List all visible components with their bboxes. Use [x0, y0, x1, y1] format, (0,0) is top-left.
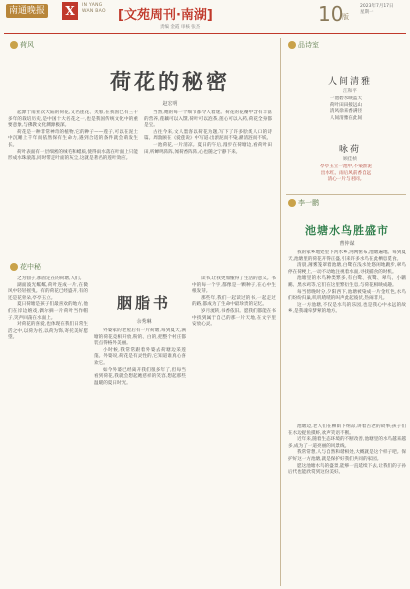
section-tag-label: 品诗室: [298, 41, 319, 49]
story-body-col-3: [192, 276, 276, 584]
poem-line: 清心一片与君同。: [327, 177, 365, 183]
poem-line: 人间清雅在此间: [329, 115, 363, 121]
poem-line: 清风徐来香满径: [329, 109, 363, 115]
section-tag-label: 荷风: [20, 41, 34, 49]
poem-body-1: [290, 96, 402, 136]
paragraph: 我的家乡地处里下河水乡,河网密布,池塘遍地。每到夏天,池塘里的荷花开得正盛,引来许多水鸟在此栖息觅食。: [288, 250, 406, 262]
page-number: 10: [318, 2, 344, 26]
ornament-icon: [288, 41, 296, 49]
ornament-icon: [10, 263, 18, 271]
paragraph: 那些年,我们一起读过的书,一起走过的路,都成为了生命中最珍贵的记忆。: [192, 295, 276, 308]
paragraph: 小时候,我常常跟着外婆去荷塘边采莲蓬。外婆说,荷花是有灵性的,它知道谁真心喜欢它。: [94, 347, 186, 366]
paragraph: 一池荷花,一片清凉。夏日的午后,漫步在荷塘边,看荷叶田田,听蝉鸣阵阵,闻荷香阵阵,心也随之宁静下来。: [144, 142, 272, 155]
article-author: 赵宏明: [162, 101, 178, 107]
section-tag-flower: [10, 262, 41, 272]
paragraph: 当然,她的每一个细节都令人着迷。荷花的花瓣中含有丰富的营养,莲藕可以入馔,荷叶可以泡茶,莲心可以入药,荷花全身都是宝。: [144, 110, 272, 129]
poem-line: 亭亭玉立一池中,不染淤泥: [320, 164, 372, 169]
article-body-col-1: [8, 110, 138, 262]
paragraph: 之为仙子,那固定在的荷塘,人们。: [17, 276, 85, 281]
essay-body-col-2: [288, 424, 406, 584]
paragraph: 清晨,薄雾笼罩着池塘,白鹭在浅水处悠闲地踱步,翠鸟停在荷梗上,一动不动地注视着水面,寻找捕食的时机。: [288, 263, 406, 275]
ornament-icon: [10, 41, 18, 49]
paragraph: 岁月流转,书香依旧。愿我们都能在书中找到属于自己的那一片天地,在文字里安放心灵。: [192, 308, 276, 328]
article-title-lotus-secret: 荷花的秘密: [110, 69, 230, 94]
poem-body-2: [290, 164, 402, 188]
paragraph: 古往今来,文人墨客以荷花为题,写下了许多脍炙人口的诗篇。周敦颐在《爱莲说》中写道:出淤泥而不染,濯清涟而不妖。: [144, 129, 272, 142]
paragraph: 夏日荷塘是孩子们最喜欢的地方,他们在岸边嬉戏,偶尔摘一片荷叶当作帽子,笑声回荡在水面上。: [8, 302, 88, 321]
paragraph: 我常常想,人与自然和谐相处,大概就是这个样子吧。保护好这一方池塘,就是保护好我们共同的家园。: [288, 450, 406, 462]
paragraph: 起源于南亚次大陆的荷花,又名莲花、芙蓉,在我国已有三千多年的栽培历史,是中国十大名花之一,也是我国传统文化中的重要意象,与佛教文化渊源极深。: [8, 110, 138, 129]
article-title-rouge-book: 胭脂书: [116, 294, 171, 312]
story-body-col-1: [8, 276, 88, 584]
essay-body-col-1: [288, 250, 406, 420]
paragraph: 每当傍晚时分,夕阳西下,池塘被染成一片金红色,水鸟们纷纷归巢,叽叽喳喳的叫声此起彼伏,热闹非凡。: [288, 289, 406, 302]
ornament-icon: [288, 199, 296, 207]
editor-credits: 责编 金霞 审核 张杰: [160, 25, 201, 30]
section-tag-essay: [288, 198, 319, 208]
page-version: 版: [342, 13, 349, 21]
masthead-rule: [4, 33, 406, 34]
poem-line: 出水红。雨后风前香自远: [320, 170, 372, 176]
section-tag-label: 李一鹏: [298, 199, 319, 207]
logo-x-mark: X: [62, 2, 78, 20]
date-line-2: 星期一: [360, 10, 374, 15]
article-body-col-2: [144, 110, 272, 262]
article-author: 余秀琳: [136, 319, 152, 325]
paragraph: 湖面波光粼粼,荷叶连成一片,在微风中轻轻摇曳。有的荷花已经盛开,有的还是花骨朵,亭亭玉立。: [8, 282, 88, 301]
column-divider: [280, 38, 281, 586]
paragraph: 池塘里的水鸟种类繁多,有白鹭、夜鹭、翠鸟、小䴙䴘、黑水鸡等,它们在这里繁衍生息,与荷花相映成趣。: [288, 276, 406, 288]
paragraph: 读书,让我更加懂得了生活的意义。书中的每一个字,都像是一颗种子,在心中生根发芽。: [192, 276, 276, 295]
pinyin-line-1: IN YANG: [82, 3, 103, 8]
paragraph: 近年来,随着生态环境的不断改善,池塘里的水鸟越来越多,成为了一道亮丽的风景线。: [288, 437, 406, 449]
newspaper-logo: 南通晚报: [6, 4, 48, 18]
paragraph: 如今外婆已经离开我们很多年了,但每当看到荷花,我就会想起她慈祥的笑容,想起那些温暖的夏日时光。: [94, 367, 186, 386]
section-divider: [286, 194, 406, 195]
poem-title-2: 咏荷: [338, 145, 361, 155]
poem-line: 荷叶田田接远山: [329, 102, 363, 108]
paragraph: 这一方池塘,不仅是水鸟的乐园,也是我心中永远的故乡,是我魂牵梦萦的地方。: [288, 302, 406, 315]
poem-line: 一池碧水映蓝天: [329, 96, 363, 101]
section-tag-lotus: [10, 40, 34, 50]
paragraph: 荷花是一种非常神奇的植物,它的种子——莲子,可以在泥土中沉睡上千年而依然保有生命力,遇到合适的条件就会萌发生长。: [8, 129, 138, 148]
date-line-1: 2023年7月17日: [360, 4, 394, 9]
section-title: [文苑周刊·南湖]: [118, 8, 213, 23]
pinyin-line-2: WAN BAO: [82, 9, 106, 14]
poem-author-1: 江和平: [343, 89, 357, 94]
paragraph: 荷叶表面有一层细密的绒毛和蜡质,使得雨水落在叶面上只能形成水珠滚落,同时带走叶面的灰尘,这就是著名的莲叶效应。: [8, 149, 138, 162]
publication-date: [360, 4, 406, 16]
paragraph: 对荷花的喜爱,也体现在我们日常生活之中,以荷为名,以荷为饰,寄托美好愿望。: [8, 322, 88, 341]
article-author: 曹仲谋: [339, 241, 355, 247]
section-tag-label: 花中秘: [20, 263, 41, 271]
poem-title-1: 人间清雅: [327, 77, 372, 87]
section-tag-poetry: [288, 40, 319, 50]
paragraph: 池塘边,老人们在柳荫下纳凉,讲着古老的故事;孩子们在水边捉鱼摸虾,欢声笑语不断。: [288, 424, 406, 436]
story-body-col-2: [94, 328, 186, 584]
masthead: [0, 0, 410, 34]
paragraph: 愿这池塘水鸟的盛景,能够一直延续下去,让我们的子孙后代也能欣赏到这份美好。: [288, 463, 406, 476]
article-title-pond-birds: 池塘水鸟胜盛市: [305, 224, 389, 237]
logo-pinyin: [82, 3, 106, 15]
poem-author-2: 顾佳桢: [343, 157, 357, 162]
paragraph: 外婆家的老屋后有一片荷塘,每到夏天,满塘的荷花竞相开放,粉的、白的,把整个村庄都装点得格外美丽。: [94, 328, 186, 347]
